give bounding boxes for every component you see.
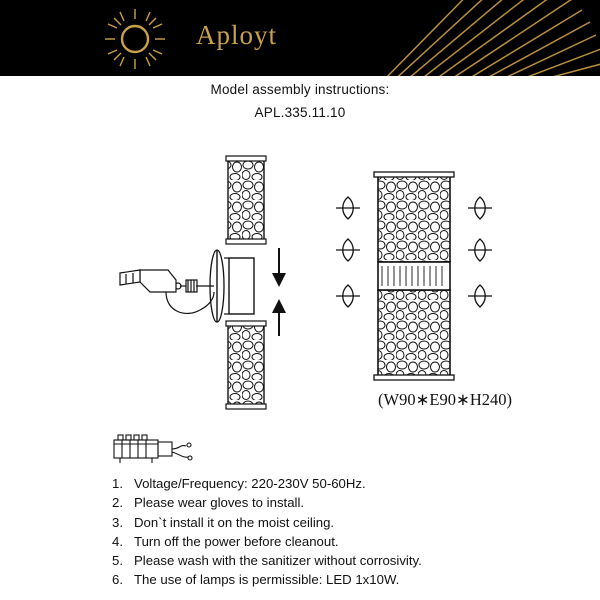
fan-rays-graphic — [372, 0, 600, 76]
list-item — [112, 474, 582, 493]
title-block — [0, 82, 600, 120]
list-item — [112, 513, 582, 532]
list-item — [112, 570, 582, 589]
list-item-number: 2. — [112, 495, 123, 511]
list-item-text: Voltage/Frequency: 220-230V 50-60Hz. — [134, 476, 366, 491]
list-item-text: The use of lamps is permissible: LED 1x10W. — [134, 572, 400, 588]
page-title: Model assembly instructions: — [210, 82, 390, 97]
assembly-diagram — [0, 140, 600, 430]
list-item-text: Please wear gloves to install. — [134, 495, 305, 511]
list-item-text: Please wash with the sanitizer without corrosivity. — [134, 553, 422, 569]
exploded-view-group — [120, 156, 279, 409]
list-item — [112, 493, 582, 512]
header-banner — [0, 0, 600, 76]
brand-name: Aployt — [196, 20, 278, 50]
diagram-svg — [0, 140, 600, 430]
led-driver-illustration — [110, 430, 200, 474]
list-item-number: 6. — [112, 572, 123, 588]
list-item-number: 5. — [112, 553, 123, 569]
dimensions-label: (W90∗E90∗H240) — [378, 390, 512, 409]
assembled-view-group — [336, 172, 492, 380]
list-item — [112, 551, 582, 570]
list-item-text: Don`t install it on the moist ceiling. — [134, 514, 335, 530]
list-item-text: Turn off the power before cleanout. — [134, 533, 339, 549]
instructions-list — [112, 474, 582, 590]
sunburst-emblem-icon — [104, 8, 166, 70]
list-item-number: 1. — [112, 476, 123, 491]
list-item — [112, 532, 582, 551]
model-number: APL.335.11.10 — [254, 105, 346, 120]
list-item-number: 3. — [112, 514, 123, 530]
list-item-number: 4. — [112, 533, 123, 549]
